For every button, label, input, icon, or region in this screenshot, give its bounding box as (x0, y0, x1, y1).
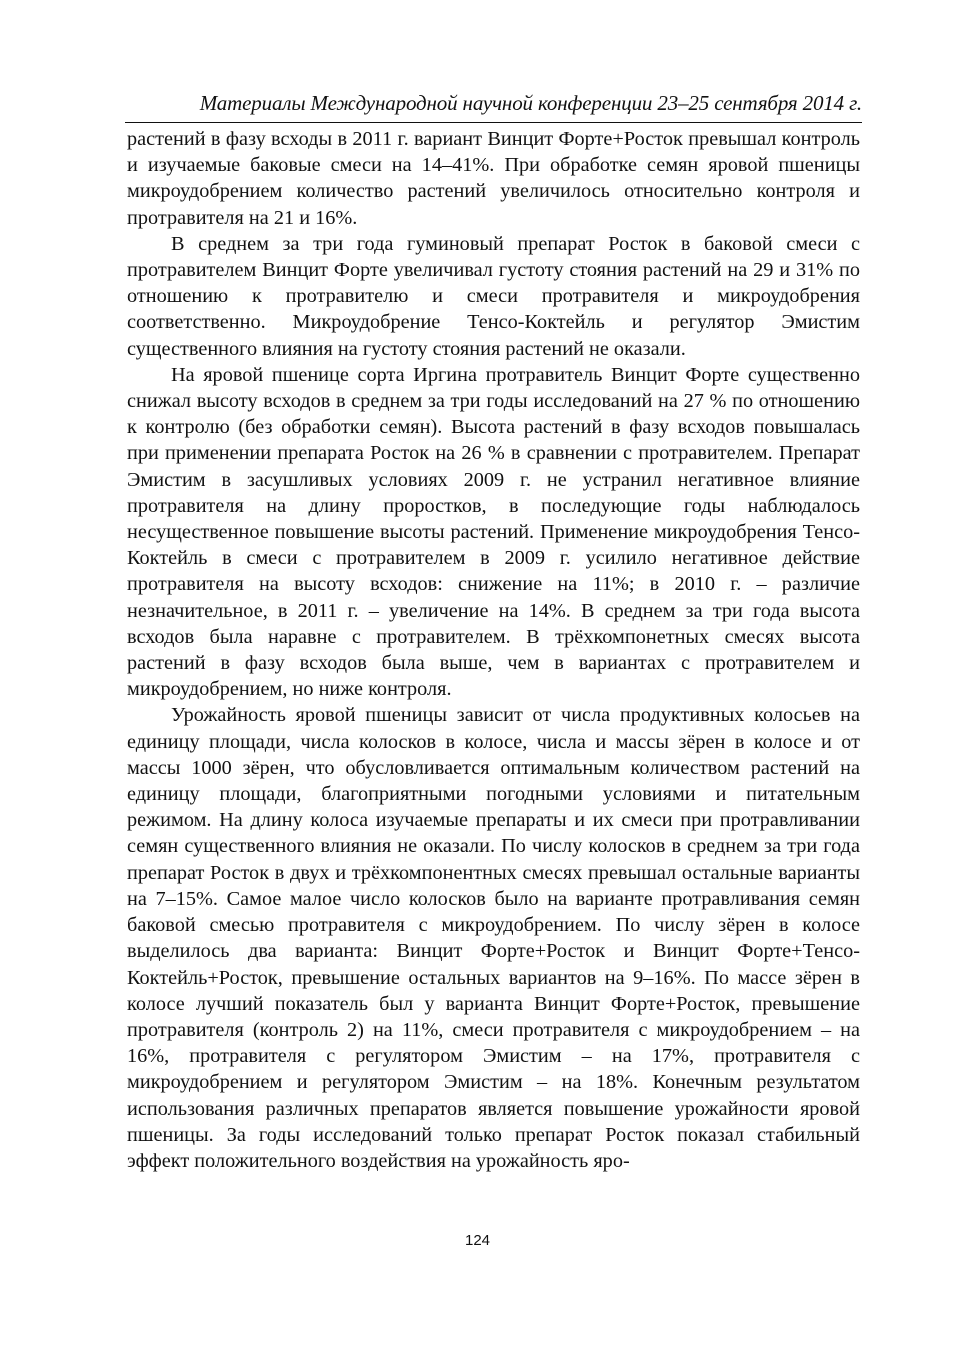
header-rule (125, 122, 862, 123)
page-number: 124 (464, 1232, 491, 1249)
paragraph-2: В среднем за три года гуминовый препарат Росток в баковой смеси с протравителем Винцит Форте увеличивал густоту стояния растений на 29 и 31% по отношению к протравителю и смеси протравителя и микроудобрения соответственно. Микроудобрение Тенсо-Коктейль и регулятор Эмистим существенного влияния на густоту стояния растений не оказали. (127, 232, 860, 360)
running-header: Материалы Международной научной конференции 23–25 сентября 2014 г. (199, 91, 862, 115)
body-text (127, 126, 860, 1174)
paragraph-4: Урожайность яровой пшеницы зависит от числа продуктивных колосьев на единицу площади, числа колосков в колосе, числа и массы зёрен в колосе и от массы 1000 зёрен, что обусловливается оптимальным количеством растений на единицу площади, благоприятными погодными условиями и питательным режимом. На длину колоса изучаемые препараты и их смеси при протравливании семян существенного влияния не оказали. По числу колосков в среднем за три года препарат Росток в двух и трёхкомпонентных смесях превышал остальные варианты на 7–15%. Самое малое число колосков было на варианте протравливания семян баковой смесью протравителя с микроудобрением. По числу зёрен в колосе выделилось два варианта: Винцит Форте+Росток и Винцит Форте+Тенсо-Коктейль+Росток, превышение остальных вариантов на 9–16%. По массе зёрен в колосе лучший показатель был у варианта Винцит Форте+Росток, превышение протравителя (контроль 2) на 11%, смеси протравителя с микроудобрением – на 16%, протравителя с регулятором Эмистим – на 17%, протравителя с микроудобрением и регулятором Эмистим – на 18%. Конечным результатом использования различных препаратов является повышение урожайности яровой пшеницы. За годы исследований только препарат Росток показал стабильный эффект положительного воздействия на урожайность яро- (127, 704, 860, 1172)
paragraph-3: На яровой пшенице сорта Иргина протравитель Винцит Форте существенно снижал высоту всходов в среднем за три годы исследований на 27 % по отношению к контролю (без обработки семян). Высота растений в фазу всходов повышалась при применении препарата Росток на 26 % в сравнении с протравителем. Препарат Эмистим в засушливых условиях 2009 г. не устранил негативное влияние протравителя на длину проростков, в последующие годы наблюдалось несущественное повышение высоты растений. Применение микроудобрения Тенсо-Коктейль в смеси с протравителем в 2009 г. усилило негативное действие протравителя на высоту всходов: снижение на 11%; в 2010 г. – различие незначительное, в 2011 г. – увеличение на 14%. В среднем за три года высота всходов была наравне с протравителем. В трёхкомпонетных смесях высота растений в фазу всходов была выше, чем в вариантах с протравителем и микроудобрением, но ниже контроля. (127, 363, 860, 701)
paragraph-1: растений в фазу всходы в 2011 г. вариант Винцит Форте+Росток превышал контроль и изучаемые баковые смеси на 14–41%. При обработке семян яровой пшеницы микроудобрением количество растений увеличилось относительно контроля и протравителя на 21 и 16%. (127, 128, 860, 229)
